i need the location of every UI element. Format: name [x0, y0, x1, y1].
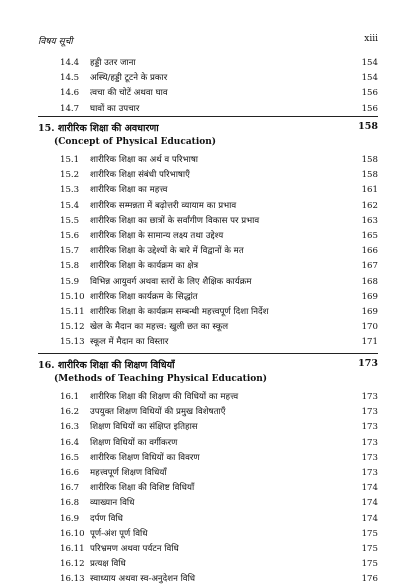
entry-title: शारीरिक शिक्षा का अर्थ व परिभाषा	[90, 155, 199, 165]
entry-title: शारीरिक शिक्षा कार्यक्रम के सिद्धांत	[90, 291, 198, 302]
entry-title: दर्पण विधि	[90, 513, 123, 524]
entry-number: 15.11	[60, 306, 85, 317]
entry-page: 173	[361, 452, 378, 463]
entry-number: 15.5	[60, 215, 80, 226]
entry-page: 175	[361, 559, 378, 570]
entry-title: शारीरिक शिक्षा के कार्यक्रम सम्बन्धी महत्त्वपूर्ण दिशा निर्देश	[90, 306, 269, 317]
entry-title: शारीरिक शिक्षा की विशिष्ट विधियाँ	[90, 483, 195, 494]
toc-entry	[38, 229, 378, 244]
entry-number: 16.12	[60, 559, 85, 570]
entry-page: 156	[361, 88, 378, 99]
entry-title: विभिन्न आयुवर्ग अथवा स्तरों के लिए शैक्षिक कार्यक्रम	[90, 276, 252, 287]
chapter-english-title: (Concept of Physical Education)	[54, 137, 217, 147]
entry-page: 173	[361, 407, 378, 418]
entry-page: 168	[361, 276, 378, 287]
entry-page: 175	[361, 543, 378, 554]
chapter-16	[38, 356, 378, 587]
entry-title: घावों का उपचार	[90, 103, 140, 114]
entry-page: 154	[361, 73, 378, 84]
entry-title: प्रत्यक्ष विधि	[90, 559, 126, 570]
entry-number: 15.6	[60, 230, 80, 241]
entry-page: 173	[361, 422, 378, 433]
divider	[38, 116, 378, 117]
entry-title: त्वचा की चोटें अथवा घाव	[90, 88, 168, 99]
entry-page: 173	[361, 437, 378, 448]
chapter-english-title: (Methods of Teaching Physical Education)	[54, 374, 268, 384]
entry-title: शारीरिक शिक्षा के उद्देश्यों के बारे में विद्वानों के मत	[90, 246, 244, 257]
entry-page: 173	[361, 392, 378, 402]
toc-entry	[38, 244, 378, 259]
toc-entry	[38, 390, 378, 405]
entry-page: 169	[361, 306, 378, 317]
toc-entry	[38, 56, 378, 71]
entry-title: शारीरिक शिक्षा की शिक्षण की विधियों का महत्त्व	[90, 392, 239, 402]
entry-title: उपयुक्त शिक्षण विधियों की प्रमुख विशेषताएँ	[90, 407, 226, 418]
entry-number: 15.3	[60, 185, 80, 196]
chapter-page: 173	[358, 358, 378, 369]
toc-entry	[38, 199, 378, 214]
entry-page: 156	[361, 103, 378, 114]
entry-title: पूर्ण-अंश पूर्ण विधि	[90, 528, 148, 539]
toc-entry	[38, 168, 378, 183]
entry-title: शारीरिक शिक्षा का छात्रों के सर्वांगीण विकास पर प्रभाव	[90, 215, 260, 226]
entry-page: 163	[361, 215, 378, 226]
entry-page: 174	[361, 483, 378, 494]
entry-number: 16.4	[60, 437, 80, 448]
entry-title: शारीरिक शिक्षण विधियों का विवरण	[90, 452, 200, 463]
entry-title: व्याख्यान विधि	[90, 498, 135, 509]
entry-number: 14.4	[60, 58, 80, 68]
entry-number: 16.6	[60, 467, 80, 478]
toc-entry	[38, 183, 378, 198]
toc-entry	[38, 572, 378, 587]
entry-page: 171	[361, 337, 378, 348]
entry-title: स्वाध्याय अथवा स्व-अनुदेशन विधि	[90, 574, 196, 585]
toc-entry	[38, 153, 378, 168]
entry-number: 15.8	[60, 261, 80, 272]
entry-page: 167	[361, 261, 378, 272]
toc-entry	[38, 71, 378, 86]
entry-number: 15.4	[60, 200, 80, 211]
entry-title: शारीरिक शिक्षा संबंधी परिभाषाएँ	[90, 170, 190, 181]
toc-entry	[38, 436, 378, 451]
chapter-heading	[38, 356, 378, 390]
toc-entry	[38, 466, 378, 481]
entry-number: 15.1	[60, 155, 80, 165]
entry-title: शिक्षण विधियों का वर्गीकरण	[90, 437, 178, 448]
entry-page: 158	[361, 155, 378, 165]
entry-page: 161	[361, 185, 378, 196]
entry-number: 16.11	[60, 543, 85, 554]
chapter-15	[38, 119, 378, 350]
entry-page: 165	[361, 230, 378, 241]
entry-number: 16.2	[60, 407, 80, 418]
divider	[38, 353, 378, 354]
toc-entry	[38, 542, 378, 557]
entry-number: 14.5	[60, 73, 80, 84]
entry-page: 174	[361, 498, 378, 509]
entry-page: 175	[361, 528, 378, 539]
entry-number: 16.9	[60, 513, 80, 524]
toc-entry	[38, 102, 378, 117]
entry-number: 15.2	[60, 170, 80, 181]
entry-page: 158	[361, 170, 378, 181]
toc-entry	[38, 557, 378, 572]
toc-entry	[38, 420, 378, 435]
entry-page: 162	[361, 200, 378, 211]
entry-page: 176	[361, 574, 378, 585]
toc-entry	[38, 320, 378, 335]
entry-title: परिभ्रमण अथवा पर्यटन विधि	[90, 543, 179, 554]
entry-title: शारीरिक सम्मन्नता में बढ़ोत्तरी व्यायाम का प्रभाव	[90, 200, 237, 211]
entry-number: 16.1	[60, 392, 80, 402]
entry-page: 166	[361, 246, 378, 257]
entry-title: शारीरिक शिक्षा के सामान्य लक्ष्य तथा उद्देश्य	[90, 230, 224, 241]
entry-number: 15.7	[60, 246, 80, 257]
entry-page: 169	[361, 291, 378, 302]
toc-entry	[38, 86, 378, 101]
entry-title: शारीरिक शिक्षा के कार्यक्रम का क्षेत्र	[90, 261, 199, 272]
entry-page: 173	[361, 467, 378, 478]
toc-entry	[38, 259, 378, 274]
entry-page: 170	[361, 322, 378, 333]
entry-number: 15.9	[60, 276, 80, 287]
entry-number: 16.7	[60, 483, 80, 494]
chapter-title: 16. शारीरिक शिक्षा की शिक्षण विधियाँ	[38, 360, 175, 371]
entry-number: 15.12	[60, 322, 85, 333]
page-number: xiii	[364, 34, 378, 44]
entry-title: महत्त्वपूर्ण शिक्षण विधियाँ	[90, 467, 167, 478]
entry-number: 14.6	[60, 88, 80, 99]
running-title: विषय सूची	[38, 37, 73, 47]
entry-number: 16.3	[60, 422, 80, 433]
toc-entry	[38, 335, 378, 350]
toc-entry	[38, 405, 378, 420]
toc-entry	[38, 451, 378, 466]
entry-number: 15.10	[60, 291, 85, 302]
entry-page: 154	[361, 58, 378, 68]
entry-title: शिक्षण विधियों का संक्षिप्त इतिहास	[90, 422, 198, 433]
entry-number: 14.7	[60, 103, 80, 114]
page-header	[38, 34, 378, 48]
toc-entry	[38, 481, 378, 496]
entry-title: अस्थि/हड्डी टूटने के प्रकार	[90, 73, 168, 84]
entry-number: 16.10	[60, 528, 85, 539]
toc-entry	[38, 512, 378, 527]
entry-number: 15.13	[60, 337, 85, 348]
entry-page: 174	[361, 513, 378, 524]
toc-entry	[38, 290, 378, 305]
entry-number: 16.5	[60, 452, 80, 463]
toc-entry	[38, 305, 378, 320]
toc-entry	[38, 496, 378, 511]
toc-entry	[38, 275, 378, 290]
entry-title: खेल के मैदान का महत्त्व: खुली छत का स्कूल	[90, 322, 229, 333]
entry-title: शारीरिक शिक्षा का महत्त्व	[90, 185, 168, 196]
chapter-14-entries	[38, 56, 378, 117]
entry-number: 16.13	[60, 574, 85, 585]
toc-entry	[38, 214, 378, 229]
entry-title: हड्डी उतर जाना	[90, 58, 136, 68]
toc-entry	[38, 527, 378, 542]
chapter-page: 158	[358, 121, 378, 132]
chapter-heading	[38, 119, 378, 153]
entry-number: 16.8	[60, 498, 80, 509]
chapter-title: 15. शारीरिक शिक्षा की अवधारणा	[38, 123, 159, 134]
entry-title: स्कूल में मैदान का विस्तार	[90, 337, 169, 348]
